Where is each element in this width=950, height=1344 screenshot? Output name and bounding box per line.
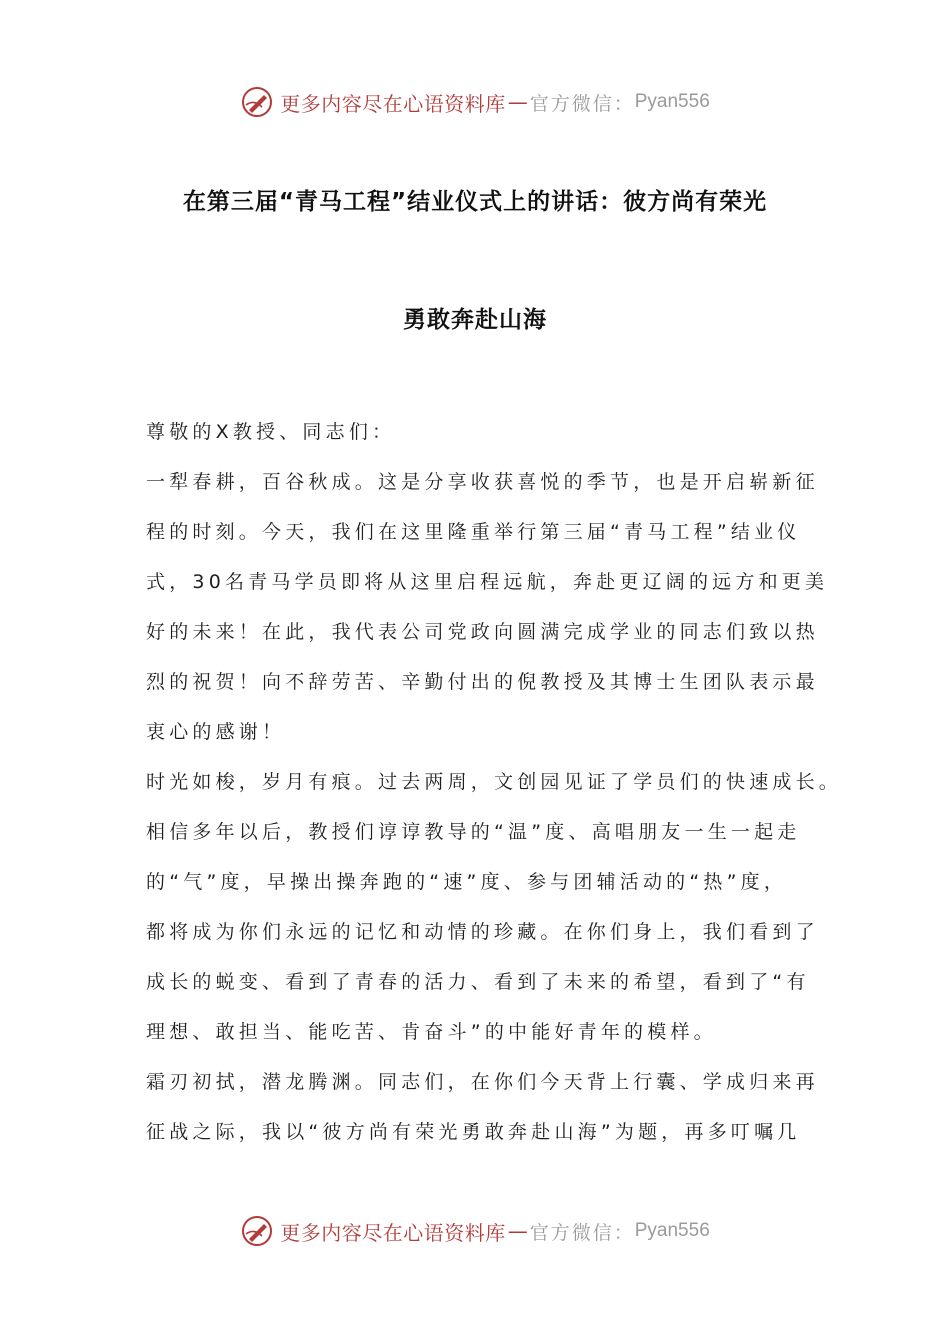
body-line: 衷心的感谢！ [146,721,286,743]
pen-logo-icon [240,1214,274,1248]
body-line: 好的未来！在此，我代表公司党政向圆满完成学业的同志们致以热 [146,621,819,643]
document-body [146,415,843,1165]
body-line: 的“气”度，早操出操奔跑的“速”度、参与团辅活动的“热”度， [146,871,788,893]
banner-dash: — [507,90,528,114]
body-line: 时光如梭，岁月有痕。过去两周，文创园见证了学员们的快速成长。 [146,771,843,793]
body-line: 一犁春耕，百谷秋成。这是分享收获喜悦的季节，也是开启崭新征 [146,471,819,493]
banner-site-text: 更多内容尽在心语资料库 [280,1220,506,1245]
banner-wechat-label: 官方微信： [529,92,635,115]
body-line: 征战之际，我以“彼方尚有荣光勇敢奔赴山海”为题，再多叮嘱几 [146,1121,801,1143]
body-line: 相信多年以后，教授们谆谆教导的“温”度、高唱朋友一生一起走 [146,821,801,843]
footer-banner [0,1211,950,1251]
body-line: 霜刃初拭，潜龙腾渊。同志们，在你们今天背上行囊、学成归来再 [146,1071,819,1093]
body-line: 成长的蜕变、看到了青春的活力、看到了未来的希望，看到了“有 [146,971,810,993]
body-line: 式，30名青马学员即将从这里启程远航，奔赴更辽阔的远方和更美 [146,571,829,593]
body-line: 理想、敢担当、能吃苦、肯奋斗”的中能好青年的模样。 [146,1021,717,1043]
banner-wechat-id: Pyan556 [634,91,710,112]
body-line: 尊敬的X教授、同志们： [146,421,396,443]
body-line: 都将成为你们永远的记忆和动情的珍藏。在你们身上，我们看到了 [146,921,819,943]
banner-site-text: 更多内容尽在心语资料库 [280,91,506,116]
banner-wechat-id: Pyan556 [634,1220,710,1241]
banner-dash: — [507,1219,528,1243]
body-line: 程的时刻。今天，我们在这里隆重举行第三届“青马工程”结业仪 [146,521,801,543]
document-title-line-1: 在第三届“青马工程”结业仪式上的讲话：彼方尚有荣光 [182,189,768,215]
pen-logo-icon [240,85,274,119]
document-title-line-2: 勇敢奔赴山海 [403,307,547,333]
banner-wechat-label: 官方微信： [529,1221,635,1244]
body-line: 烈的祝贺！向不辞劳苦、辛勤付出的倪教授及其博士生团队表示最 [146,671,819,693]
header-banner [0,82,950,122]
